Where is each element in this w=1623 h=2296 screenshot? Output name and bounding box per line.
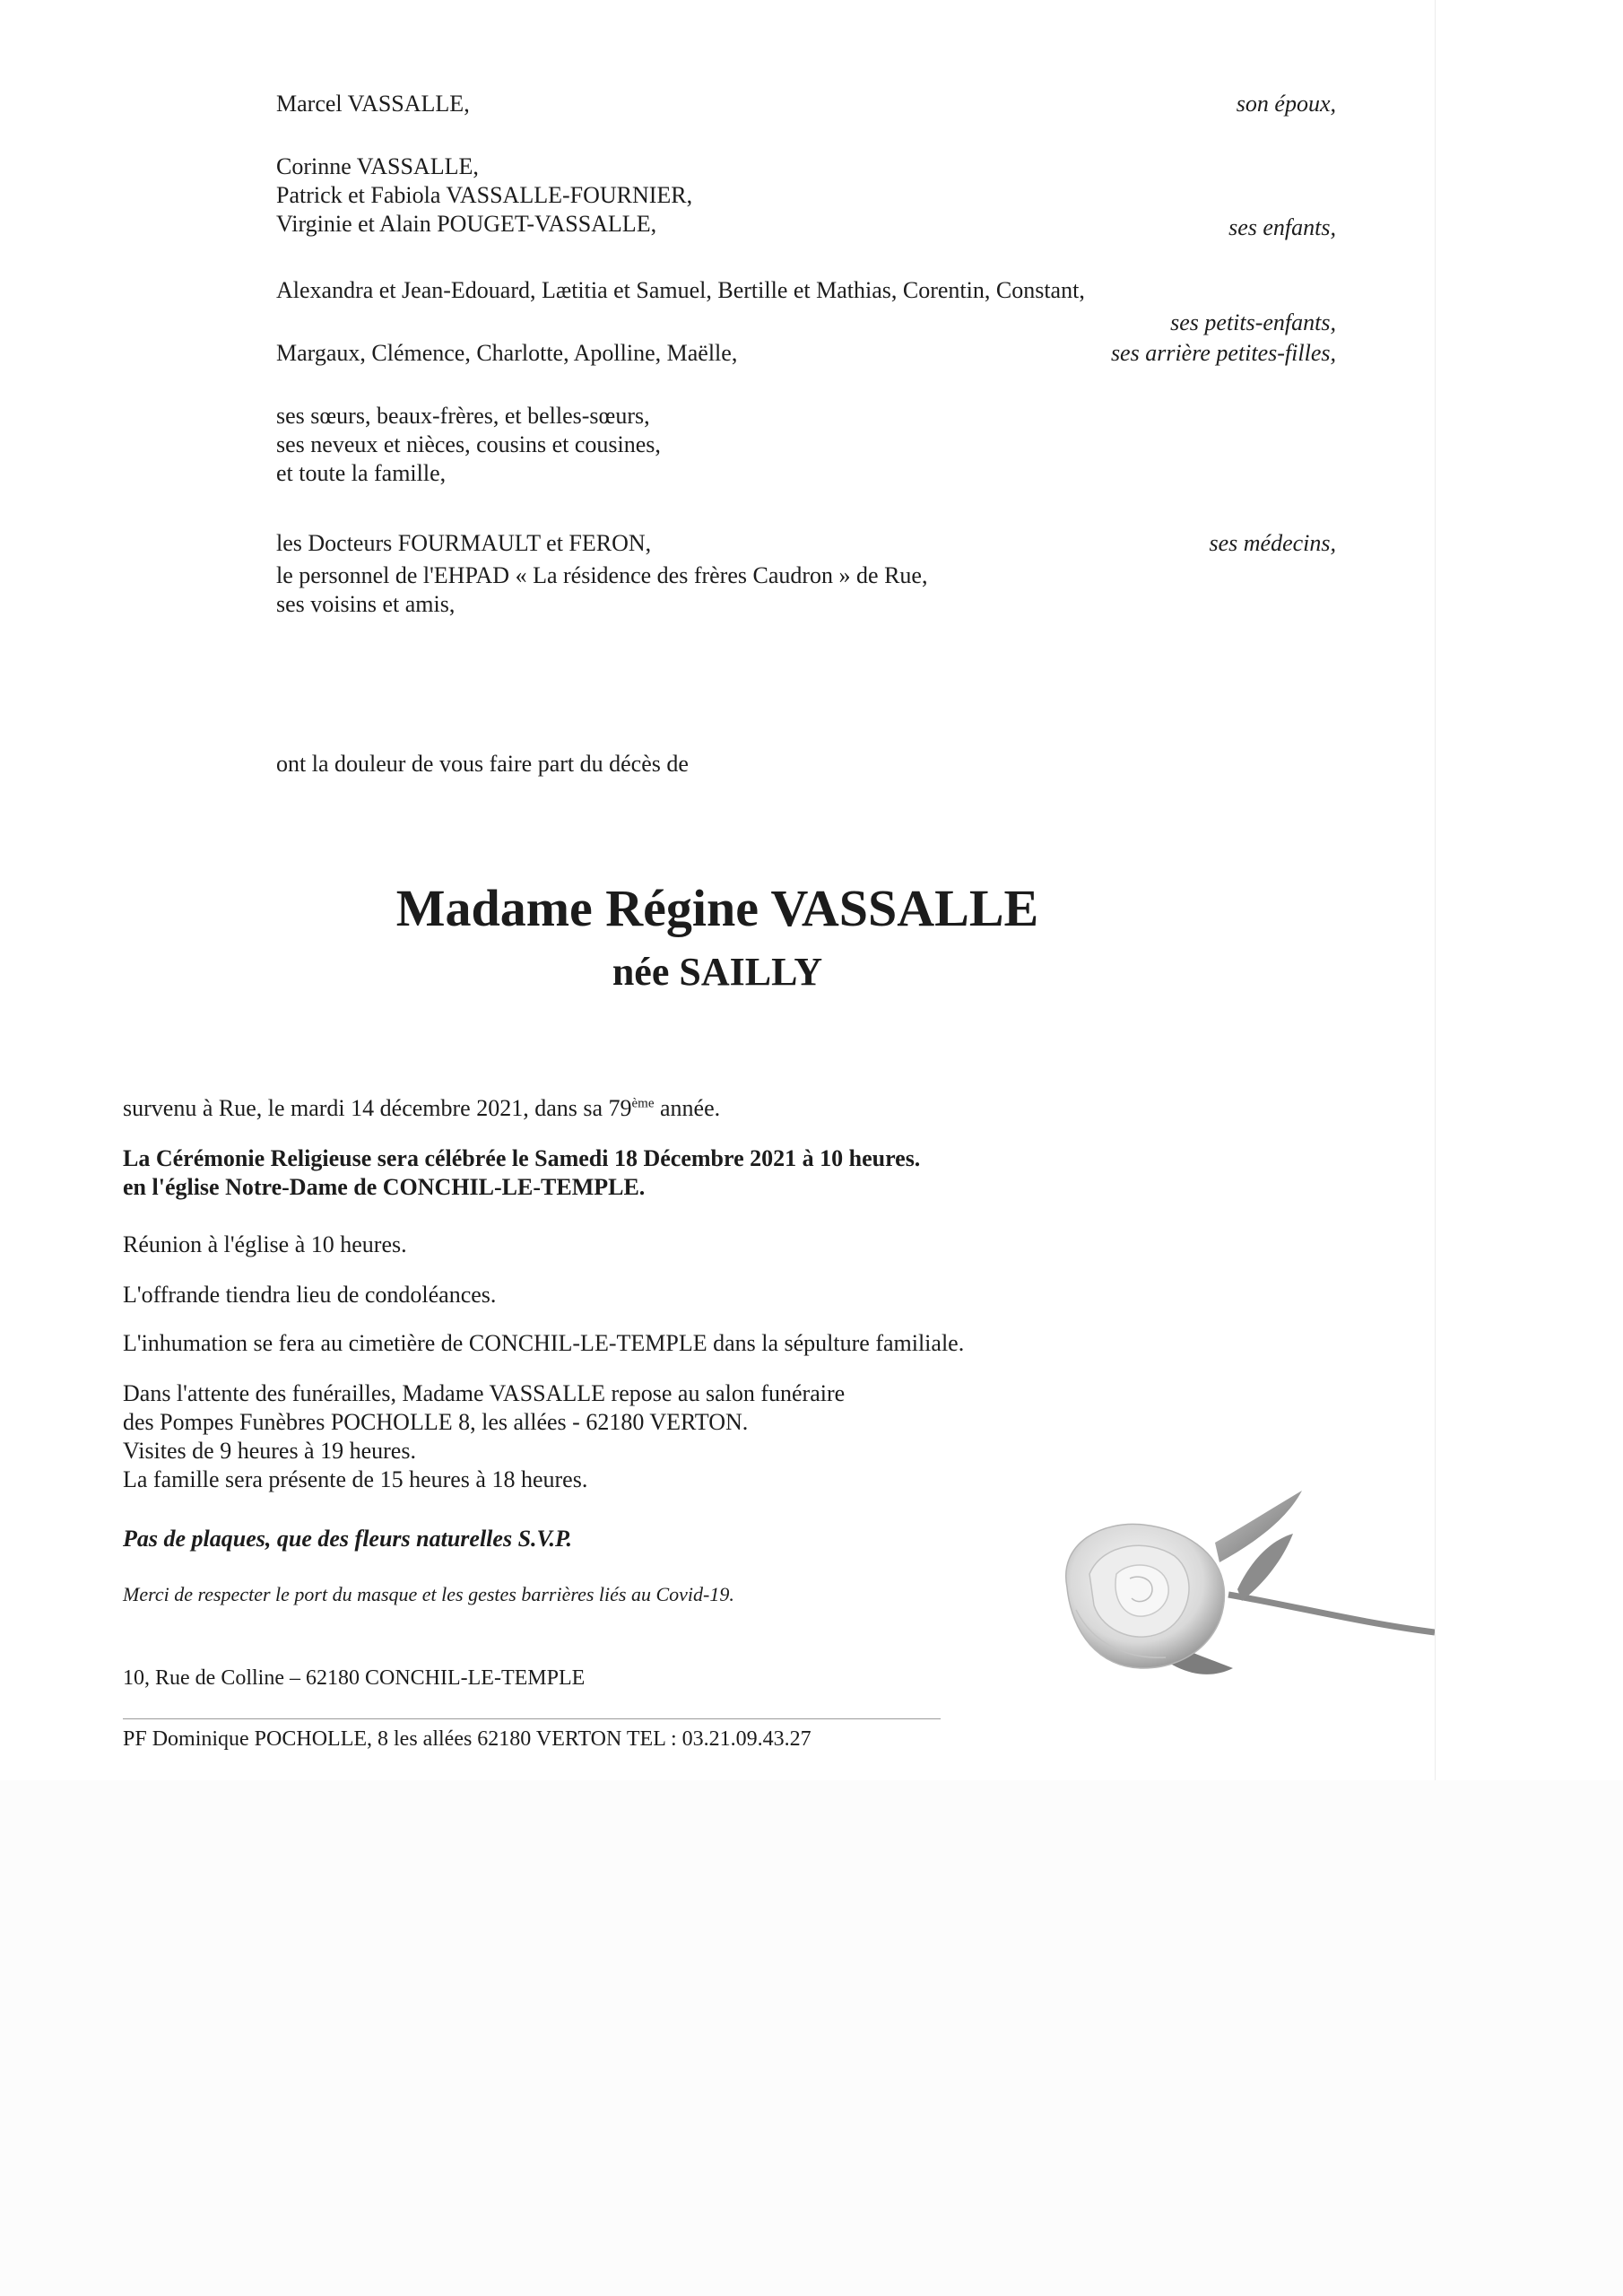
children-list <box>276 152 692 239</box>
grandchildren-line: Alexandra et Jean-Edouard, Lætitia et Samuel, Bertille et Mathias, Corentin, Constant, <box>276 277 1085 303</box>
child-line: Virginie et Alain POUGET-VASSALLE, <box>276 211 657 237</box>
relatives-line: ses neveux et nièces, cousins et cousines, <box>276 431 661 457</box>
footer-divider <box>123 1718 941 1719</box>
relatives-list <box>276 402 661 488</box>
deceased-maiden-name: née SAILLY <box>612 950 823 994</box>
ceremony-line: en l'église Notre-Dame de CONCHIL-LE-TEMPLE. <box>123 1174 646 1200</box>
great-granddaughters-role: ses arrière petites-filles, <box>1110 340 1336 366</box>
rose-illustration <box>1040 1489 1435 1713</box>
visitation-block <box>123 1379 845 1494</box>
footer-contact: PF Dominique POCHOLLE, 8 les allées 62180 VERTON TEL : 03.21.09.43.27 <box>123 1727 812 1751</box>
covid-note: Merci de respecter le port du masque et les gestes barrières liés au Covid-19. <box>123 1583 734 1605</box>
doctors-line: les Docteurs FOURMAULT et FERON, <box>276 530 652 556</box>
address: 10, Rue de Colline – 62180 CONCHIL-LE-TEMPLE <box>123 1666 586 1690</box>
death-text: survenu à Rue, le mardi 14 décembre 2021, dans sa 79 <box>123 1095 632 1121</box>
children-role: ses enfants, <box>1228 214 1336 240</box>
ceremony-line: La Cérémonie Religieuse sera célébrée le Samedi 18 Décembre 2021 à 10 heures. <box>123 1145 921 1171</box>
grandchildren-role: ses petits-enfants, <box>1170 309 1336 335</box>
child-line: Corinne VASSALLE, <box>276 153 479 179</box>
death-text-end: année. <box>654 1095 721 1121</box>
offering-info: L'offrande tiendra lieu de condoléances. <box>123 1282 497 1308</box>
others-line: ses voisins et amis, <box>276 591 456 617</box>
relatives-line: ses sœurs, beaux-frères, et belles-sœurs, <box>276 403 650 429</box>
relatives-line: et toute la famille, <box>276 460 447 486</box>
visitation-line: Visites de 9 heures à 19 heures. <box>123 1438 416 1464</box>
doctors-role: ses médecins, <box>1209 530 1336 556</box>
visitation-line: Dans l'attente des funérailles, Madame VASSALLE repose au salon funéraire <box>123 1380 846 1406</box>
burial-info: L'inhumation se fera au cimetière de CONCHIL-LE-TEMPLE dans la sépulture familiale. <box>123 1330 965 1356</box>
death-details <box>123 1094 720 1123</box>
visitation-line: des Pompes Funèbres POCHOLLE 8, les allées - 62180 VERTON. <box>123 1409 749 1435</box>
flowers-note: Pas de plaques, que des fleurs naturelles S.V.P. <box>123 1526 573 1552</box>
others-list <box>276 561 927 619</box>
child-line: Patrick et Fabiola VASSALLE-FOURNIER, <box>276 182 693 208</box>
announcement-text: ont la douleur de vous faire part du décès de <box>276 751 689 777</box>
visitation-line: La famille sera présente de 15 heures à 18 heures. <box>123 1466 588 1492</box>
ceremony-block <box>123 1144 920 1202</box>
death-superscript: ème <box>631 1096 655 1111</box>
meeting-info: Réunion à l'église à 10 heures. <box>123 1231 407 1257</box>
deceased-name: Madame Régine VASSALLE <box>395 879 1039 937</box>
others-line: le personnel de l'EHPAD « La résidence des frères Caudron » de Rue, <box>276 562 928 588</box>
spouse-role: son époux, <box>1236 91 1336 117</box>
spouse-name: Marcel VASSALLE, <box>276 91 470 117</box>
great-granddaughters-line: Margaux, Clémence, Charlotte, Apolline, Maëlle, <box>276 340 738 366</box>
